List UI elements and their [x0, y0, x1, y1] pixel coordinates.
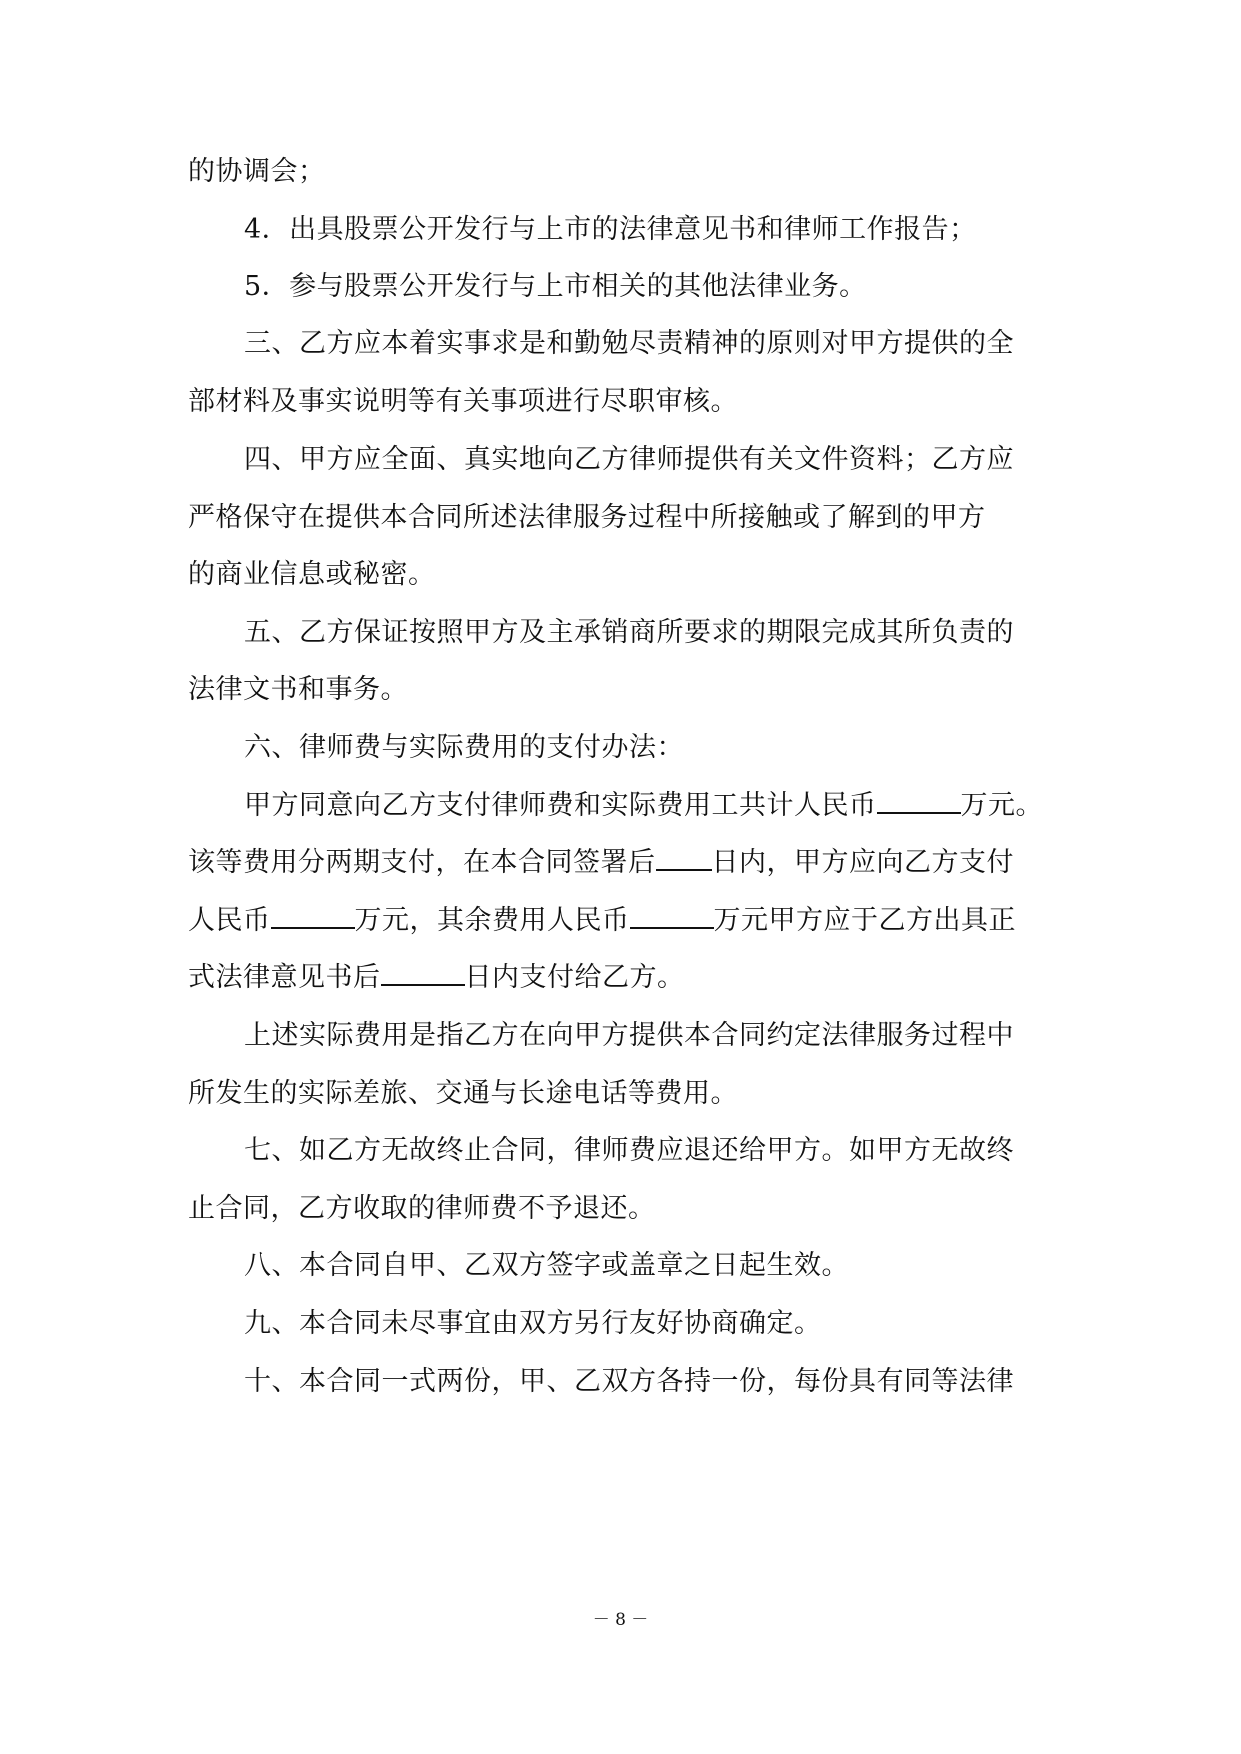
fee-text: 式法律意见书后: [188, 962, 381, 993]
page-number: － 8 －: [592, 1610, 649, 1630]
clause-5-line: 五、乙方保证按照甲方及主承销商所要求的期限完成其所负责的: [244, 617, 1014, 648]
fee-line-4: [188, 958, 685, 998]
expense-line: 上述实际费用是指乙方在向甲方提供本合同约定法律服务过程中: [244, 1020, 1014, 1051]
fee-line-2: [188, 843, 1014, 883]
amount-blank: [630, 905, 714, 929]
fee-text: 万元，其余费用人民币: [354, 905, 630, 936]
fee-text: 该等费用分两期支付，在本合同签署后: [188, 847, 656, 878]
expense-line: 所发生的实际差旅、交通与长途电话等费用。: [188, 1078, 738, 1109]
fee-text: 万元。: [960, 790, 1043, 821]
clause-6-heading: 六、律师费与实际费用的支付办法：: [244, 732, 684, 763]
list-item-5: 5．参与股票公开发行与上市相关的其他法律业务。: [244, 271, 867, 302]
list-item-4: 4．出具股票公开发行与上市的法律意见书和律师工作报告；: [244, 214, 977, 245]
clause-3-line: 三、乙方应本着实事求是和勤勉尽责精神的原则对甲方提供的全: [244, 328, 1014, 359]
days-blank: [656, 847, 712, 871]
clause-10-line: 十、本合同一式两份，甲、乙双方各持一份，每份具有同等法律: [244, 1366, 1014, 1397]
fee-line-3: [188, 901, 1016, 941]
fee-text: 日内支付给乙方。: [464, 962, 685, 993]
clause-7-line: 七、如乙方无故终止合同，律师费应退还给甲方。如甲方无故终: [244, 1135, 1014, 1166]
fee-text: 甲方同意向乙方支付律师费和实际费用工共计人民币: [244, 790, 877, 821]
fee-text: 万元甲方应于乙方出具正: [713, 905, 1016, 936]
clause-3-line: 部材料及事实说明等有关事项进行尽职审核。: [188, 386, 738, 417]
clause-4-line: 严格保守在提供本合同所述法律服务过程中所接触或了解到的甲方: [188, 502, 986, 533]
fee-text: 日内，甲方应向乙方支付: [711, 847, 1014, 878]
clause-8-line: 八、本合同自甲、乙双方签字或盖章之日起生效。: [244, 1250, 849, 1281]
clause-9-line: 九、本合同未尽事宜由双方另行友好协商确定。: [244, 1308, 822, 1339]
days-blank: [381, 962, 465, 986]
clause-4-line: 四、甲方应全面、真实地向乙方律师提供有关文件资料；乙方应: [244, 444, 1014, 475]
clause-5-line: 法律文书和事务。: [188, 674, 408, 705]
amount-blank: [877, 790, 961, 814]
fee-line-1: [244, 786, 1043, 826]
amount-blank: [271, 905, 355, 929]
fee-text: 人民币: [188, 905, 271, 936]
paragraph-line: 的协调会；: [188, 156, 326, 187]
clause-4-line: 的商业信息或秘密。: [188, 559, 436, 590]
clause-7-line: 止合同，乙方收取的律师费不予退还。: [188, 1193, 656, 1224]
